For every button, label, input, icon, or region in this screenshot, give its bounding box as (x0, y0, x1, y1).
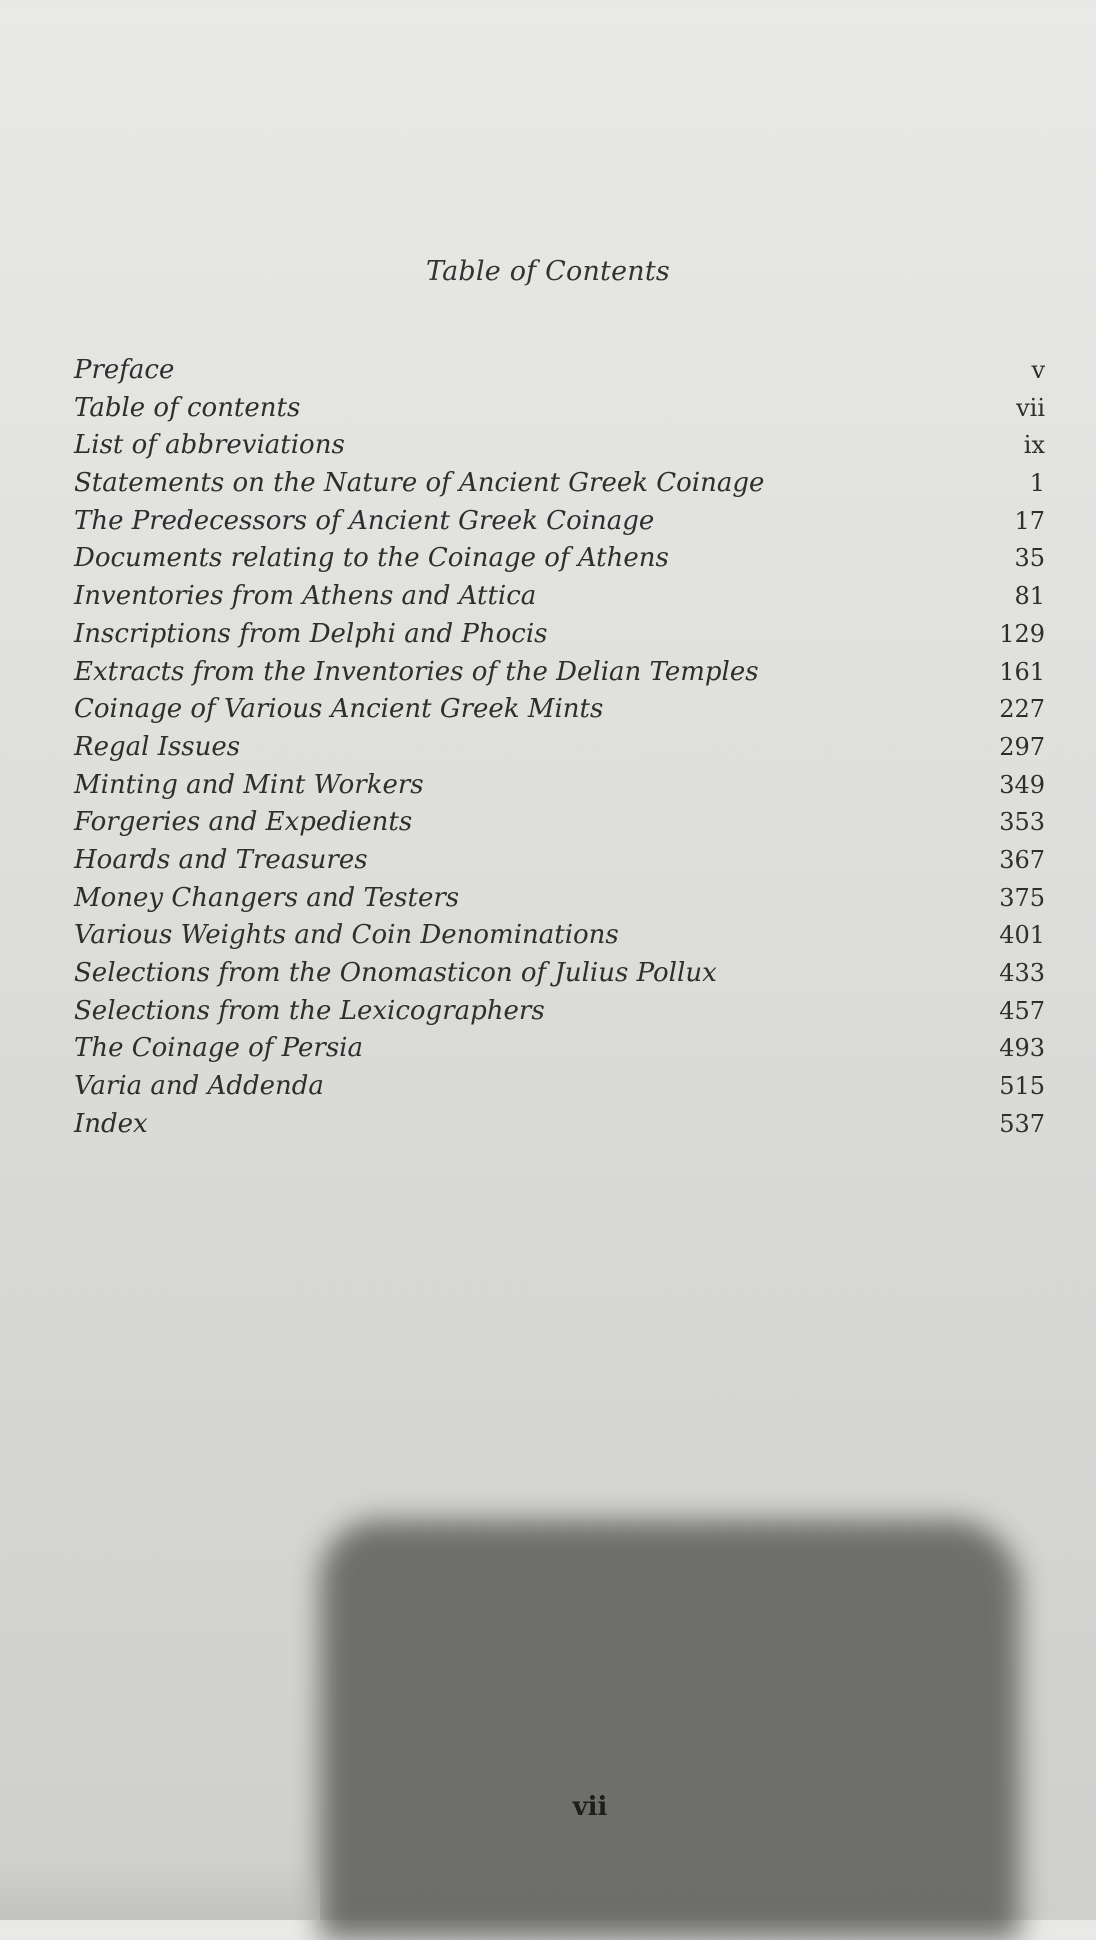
toc-entry (74, 352, 1049, 390)
toc-entry-title: Various Weights and Coin Denominations (74, 920, 619, 951)
toc-entry-page: 375 (999, 883, 1045, 912)
toc-entry-title: Hoards and Treasures (74, 844, 368, 875)
toc-entry (74, 691, 1049, 729)
page-edge-shade (0, 1860, 320, 1920)
toc-entry-title: The Predecessors of Ancient Greek Coinage (74, 505, 655, 536)
toc-entry-title: Minting and Mint Workers (74, 769, 424, 800)
toc-entry (74, 503, 1049, 541)
toc-entry-page: 1 (1029, 469, 1045, 498)
toc-entry-title: Money Changers and Testers (74, 882, 460, 913)
toc-entry (74, 390, 1049, 428)
toc-entry-page: 537 (999, 1109, 1045, 1138)
toc-entry-page: 515 (999, 1072, 1045, 1101)
toc-entry-page: 297 (999, 732, 1045, 761)
toc-entry (74, 616, 1049, 654)
toc-entry-page: 35 (1014, 544, 1045, 573)
toc-entry-page: 161 (999, 657, 1045, 686)
table-of-contents (74, 352, 1049, 1143)
toc-entry-title: The Coinage of Persia (74, 1033, 363, 1064)
toc-entry (74, 767, 1049, 805)
toc-entry-page: 17 (1014, 506, 1045, 535)
toc-entry-page: 367 (999, 845, 1045, 874)
toc-entry-title: List of abbreviations (74, 430, 345, 461)
toc-entry (74, 804, 1049, 842)
toc-entry (74, 729, 1049, 767)
toc-entry (74, 654, 1049, 692)
toc-entry-title: Documents relating to the Coinage of Athens (74, 543, 669, 574)
toc-entry (74, 993, 1049, 1031)
toc-entry (74, 955, 1049, 993)
toc-entry-title: Coinage of Various Ancient Greek Mints (74, 694, 604, 725)
toc-entry (74, 578, 1049, 616)
toc-entry (74, 427, 1049, 465)
toc-entry-page: 457 (999, 996, 1045, 1025)
toc-entry-title: Table of contents (74, 392, 301, 423)
toc-entry (74, 1030, 1049, 1068)
toc-entry (74, 465, 1049, 503)
toc-entry-title: Inscriptions from Delphi and Phocis (74, 618, 548, 649)
toc-entry (74, 842, 1049, 880)
toc-entry-title: Forgeries and Expedients (74, 807, 413, 838)
toc-entry-title: Varia and Addenda (74, 1071, 324, 1102)
toc-entry (74, 1068, 1049, 1106)
toc-entry-title: Extracts from the Inventories of the Delian Temples (74, 656, 759, 687)
toc-entry-page: 81 (1014, 582, 1045, 611)
toc-entry-page: 353 (999, 808, 1045, 837)
toc-entry-page: 227 (999, 695, 1045, 724)
toc-entry-page: 129 (999, 619, 1045, 648)
toc-entry (74, 540, 1049, 578)
toc-entry-page: 349 (999, 770, 1045, 799)
thumb-shadow (320, 1520, 1020, 1940)
toc-entry-title: Selections from the Onomasticon of Julius Pollux (74, 958, 717, 988)
toc-entry-page: vii (1016, 393, 1045, 422)
toc-entry-page: 493 (999, 1034, 1045, 1063)
toc-entry-title: Regal Issues (74, 731, 241, 762)
toc-entry (74, 917, 1049, 955)
toc-entry-page: 433 (999, 959, 1045, 987)
toc-entry-title: Selections from the Lexicographers (74, 995, 545, 1026)
toc-entry-page: 401 (999, 921, 1045, 950)
toc-entry-title: Preface (74, 355, 175, 385)
toc-entry (74, 1106, 1049, 1144)
toc-entry-title: Index (74, 1108, 148, 1139)
page-title: Table of Contents (426, 256, 670, 287)
page-number: vii (572, 1792, 608, 1822)
toc-entry-title: Statements on the Nature of Ancient Greek Coinage (74, 468, 765, 499)
toc-entry-page: ix (1023, 431, 1045, 460)
toc-entry-page: v (1031, 356, 1045, 384)
toc-entry (74, 880, 1049, 918)
toc-entry-title: Inventories from Athens and Attica (74, 581, 537, 612)
